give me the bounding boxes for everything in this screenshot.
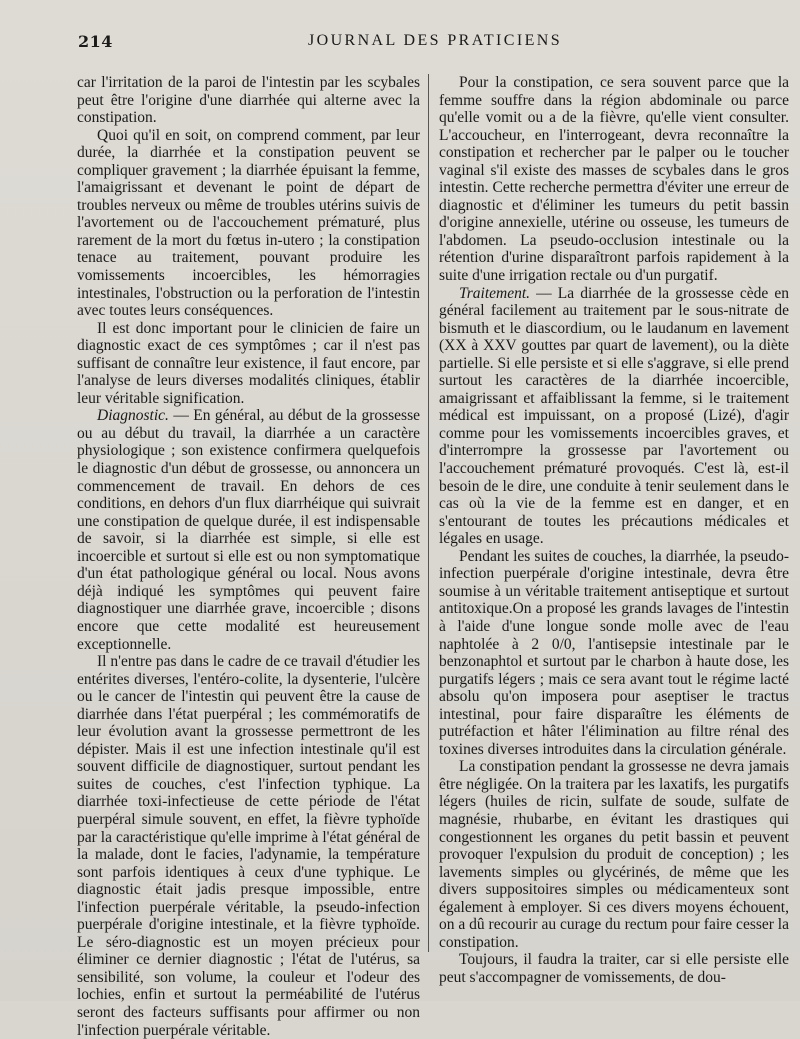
- left-paragraph-5: Il n'entre pas dans le cadre de ce travail d'étudier les entérites diverses, l'entéro-colite, la dysenterie, l'ulcère ou le cancer de l'intestin qui peuvent être la cause de diarrhée dans l'état puerpéral ; les commémoratifs de leur évolution avant la grossesse permettront de les dépister. Mais il est une infection intestinale qu'il est souvent difficile de diagnostiquer, surtout pendant les suites de couches, c'est l'infection typhique. La diarrhée toxi-infectieuse de cette période de l'état puerpéral simule souvent, en effet, la fièvre typhoïde par la caractéristique qu'elle imprime à l'état général de la malade, dont le facies, l'adynamie, la température sont parfois identiques à ceux d'une typhique. Le diagnostic était jadis presque impossible, entre l'infection puerpérale véritable, la pseudo-infection puerpérale d'origine intestinale, et la fièvre typhoïde. Le séro-diagnostic est un moyen précieux pour éliminer ce dernier diagnostic ; l'état de l'utérus, sa sensibilité, son volume, la couleur et l'odeur des lochies, enfin et surtout la perméabilité de l'utérus seront des facteurs suffisants pour affirmer ou non l'infection puerpérale véritable.: [77, 653, 420, 1039]
- right-paragraph-4: La constipation pendant la grossesse ne devra jamais être négligée. On la traitera par les laxatifs, les purgatifs légers (huiles de ricin, sulfate de soude, sulfate de magnésie, rhubarbe, en évitant les drastiques qui congestionnent les organes du petit bassin et peuvent provoquer l'expulsion du produit de conception) ; les lavements simples ou glycérinés, de même que les divers suppositoires simples ou médicamenteux sont également à employer. Si ces divers moyens échouent, on a dû recourir au curage du rectum pour faire cesser la constipation.: [439, 758, 789, 951]
- section-heading-diagnostic: Diagnostic.: [97, 407, 169, 425]
- right-paragraph-5: Toujours, il faudra la traiter, car si elle persiste elle peut s'accompagner de vomissements, de dou-: [439, 951, 789, 986]
- right-paragraph-3: Pendant les suites de couches, la diarrhée, la pseudo-infection puerpérale d'origine intestinale, devra être soumise à un véritable traitement antiseptique et surtout antitoxique.On a proposé les grands lavages de l'intestin à l'aide d'une longue sonde molle avec de l'eau naphtolée à 2 0/0, l'antisepsie intestinale par le benzonaphtol et surtout par le charbon à haute dose, les purgatifs légers ; mais ce sera avant tout le régime lacté absolu qu'on imposera pour aseptiser le tractus intestinal, pour faire disparaître les éléments de putréfaction et hâter l'élimination au filtre rénal des toxines diverses introduites dans la circulation générale.: [439, 547, 789, 758]
- left-paragraph-2: Quoi qu'il en soit, on comprend comment, par leur durée, la diarrhée et la constipation peuvent se compliquer gravement ; la diarrhée épuisant la femme, l'amaigrissant et devenant le point de départ de troubles nerveux ou même de troubles utérins suivis de l'avortement ou de l'accouchement prématuré, plus rarement de la mort du fœtus in-utero ; la constipation tenace au traitement, pouvant produire les vomissements incoercibles, les hémorragies intestinales, l'obstruction ou la perforation de l'intestin avec toutes leurs conséquences.: [77, 126, 420, 320]
- diagnostic-text: — En général, au début de la grossesse ou au début du travail, la diarrhée a un caractère physiologique ; son existence confirmera quelquefois le diagnostic d'un début de grossesse, ou annoncera un commencement de travail. En dehors de ces conditions, en dehors d'un flux diarrhéique qui suivrait une constipation de quelque durée, il est indispensable de savoir, si la diarrhée est simple, si elle est incoercible et surtout si elle est ou non symptomatique d'un état pathologique général ou local. Nous avons déjà indiqué les symptômes qui peuvent faire diagnostiquer une diarrhée grave, incoercible ; disons encore que cette modalité est heureusement exceptionnelle.: [77, 407, 420, 653]
- right-paragraph-1: Pour la constipation, ce sera souvent parce que la femme souffre dans la région abdominale ou parce qu'elle vomit ou a de la fièvre, qu'elle vient consulter. L'accoucheur, en l'interrogeant, devra reconnaître la constipation et rechercher par le palper ou le toucher vaginal s'il existe des masses de scybales dans le gros intestin. Cette recherche permettra d'éviter une erreur de diagnostic et d'éliminer les tumeurs du petit bassin d'origine annexielle, utérine ou osseuse, les tumeurs de l'abdomen. La pseudo-occlusion intestinale ou la rétention d'urine disparaîtront parfois rapidement à la suite d'une irrigation rectale ou d'un purgatif.: [439, 74, 789, 285]
- column-divider: [428, 74, 429, 952]
- right-column: [439, 74, 789, 986]
- left-column: [77, 74, 420, 1039]
- page-number: 214: [78, 32, 113, 51]
- traitement-text: — La diarrhée de la grossesse cède en général facilement au traitement par le sous-nitrate de bismuth et le diascordium, ou le laudanum en lavement (XX à XXV gouttes par quart de lavement), ou la diète partielle. Si elle persiste et si elle s'aggrave, si elle prend surtout les caractères de la diarrhée incoercible, amaigrissant et affaiblissant la femme, si le traitement médical est impuissant, on a proposé (Lizé), d'agir comme pour les vomissements incoercibles graves, et d'interrompre la grossesse par l'avortement ou l'accouchement prématuré provoqués. C'est là, est-il besoin de le dire, une conduite à tenir seulement dans le cas où la vie de la femme est en danger, et en s'entourant de toutes les précautions médicales et légales en usage.: [439, 284, 789, 548]
- left-paragraph-4: [77, 407, 420, 653]
- running-head: [78, 30, 792, 58]
- right-paragraph-2: [439, 285, 789, 548]
- left-paragraph-3: Il est donc important pour le clinicien de faire un diagnostic exact de ces symptômes ; car il n'est pas suffisant de connaître leur existence, il faut encore, par l'analyse de leurs diverses modalités cliniques, établir leur véritable signification.: [77, 319, 420, 407]
- journal-title: JOURNAL DES PRATICIENS: [308, 32, 563, 49]
- left-paragraph-1: car l'irritation de la paroi de l'intestin par les scybales peut être l'origine d'une diarrhée qui alterne avec la constipation.: [77, 74, 420, 127]
- section-heading-traitement: Traitement.: [459, 284, 531, 302]
